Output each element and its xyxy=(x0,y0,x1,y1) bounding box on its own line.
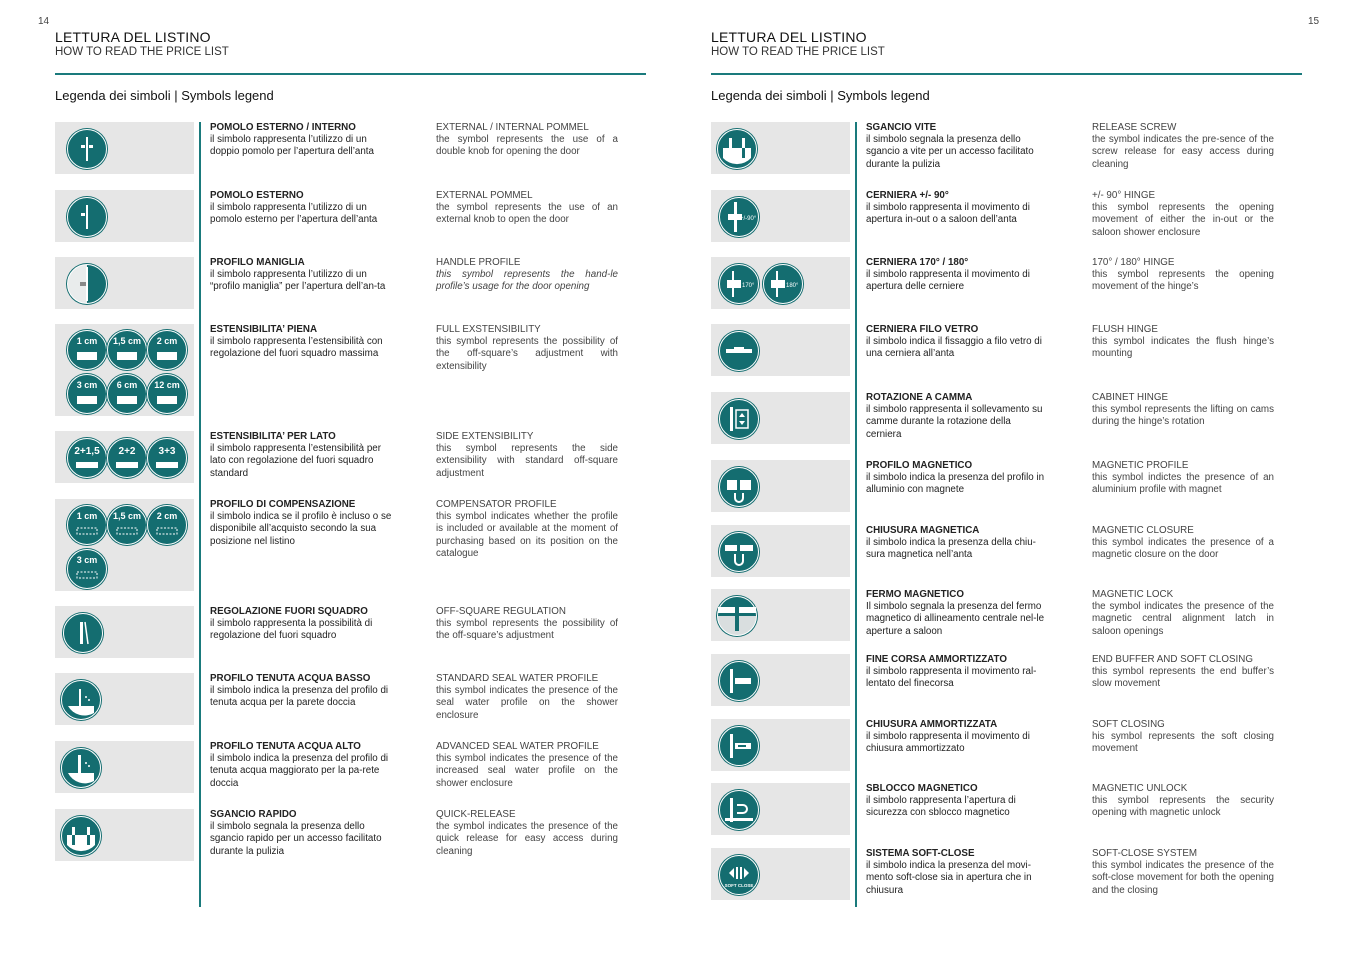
column-divider xyxy=(199,122,201,907)
legend-en: Symbols legend xyxy=(181,88,274,103)
legend-separator: | xyxy=(826,88,838,103)
icon-box xyxy=(711,783,850,835)
italian-description: CHIUSURA MAGNETICA il simbolo indica la presenza della chiu-sura magnetica nell’anta xyxy=(866,525,1036,561)
high-seal-icon xyxy=(61,748,101,788)
italian-description: REGOLAZIONE FUORI SQUADRO il simbolo rappresenta la possibilità di regolazione del fuori squadro xyxy=(210,606,373,642)
page-number: 15 xyxy=(1308,16,1320,27)
svg-text:+/-90°: +/-90° xyxy=(740,216,757,222)
icon-box xyxy=(55,257,194,309)
english-description: HANDLE PROFILE this symbol represents the hand-le profile’s usage for the door opening xyxy=(436,257,618,293)
pommel-external-icon xyxy=(67,197,107,237)
low-seal-icon xyxy=(61,680,101,720)
icon-box xyxy=(55,122,194,174)
english-description: COMPENSATOR PROFILE this symbol indicates whether the profile is included or available at the moment of purchasing based on its position on the catalogue xyxy=(436,499,618,559)
icon-box xyxy=(55,499,194,591)
flush-hinge-icon xyxy=(719,331,759,371)
end-buffer-icon xyxy=(719,661,759,701)
icon-box xyxy=(55,606,194,658)
quick-release-icon xyxy=(61,816,101,856)
italian-description: PROFILO MANIGLIA il simbolo rappresenta l’utilizzo di un “profilo maniglia” per l’apertura dell’an-ta xyxy=(210,257,386,293)
page-subtitle: HOW TO READ THE PRICE LIST xyxy=(55,46,229,58)
legend-en: Symbols legend xyxy=(837,88,930,103)
english-description: EXTERNAL / INTERNAL POMMEL the symbol represents the use of a double knob for opening the door xyxy=(436,122,618,158)
italian-description: SGANCIO VITE il simbolo segnala la presenza dello sgancio a vite per un accesso facilitato durante la pulizia xyxy=(866,122,1034,170)
icon-box xyxy=(55,431,194,483)
release-screw-icon xyxy=(717,129,757,169)
compensator-2cm-icon: 2 cm xyxy=(147,505,187,545)
italian-description: ESTENSIBILITA’ PER LATO il simbolo rappresenta l’estensibilità per lato con regolazione del fuori squadro standard xyxy=(210,431,381,479)
pommel-double-icon xyxy=(67,129,107,169)
italian-description: PROFILO TENUTA ACQUA BASSO il simbolo indica la presenza del profilo di tenuta acqua per la parete doccia xyxy=(210,673,389,709)
hinge-90-icon xyxy=(719,197,759,237)
handle-profile-icon xyxy=(67,264,107,304)
italian-description: CERNIERA +/- 90° il simbolo rappresenta il movimento di apertura in-out o a saloon dell’anta xyxy=(866,190,1030,226)
english-description: SOFT-CLOSE SYSTEM this symbol indicates the presence of the soft-close movement for both the opening and the closing xyxy=(1092,848,1274,896)
legend-heading xyxy=(55,88,274,103)
icon-box xyxy=(55,324,194,416)
extension-1cm-icon: 1 cm xyxy=(67,330,107,370)
english-description: OFF-SQUARE REGULATION this symbol represents the possibility of the off-square’s adjustment xyxy=(436,606,618,642)
icon-box xyxy=(55,809,194,861)
icon-box xyxy=(55,741,194,793)
english-description: QUICK-RELEASE the symbol indicates the presence of the quick release for easy access during cleaning xyxy=(436,809,618,857)
page-number: 14 xyxy=(38,16,50,27)
legend-heading xyxy=(711,88,930,103)
legend-it: Legenda dei simboli xyxy=(711,88,827,103)
svg-text:SOFT CLOSE: SOFT CLOSE xyxy=(724,883,754,888)
svg-text:170°: 170° xyxy=(742,283,755,289)
english-description: FLUSH HINGE this symbol indicates the flush hinge’s mounting xyxy=(1092,324,1274,360)
magnetic-unlock-icon xyxy=(719,790,759,830)
icon-box xyxy=(55,673,194,725)
icon-box xyxy=(711,190,850,242)
soft-closing-icon xyxy=(719,726,759,766)
extension-6cm-icon: 6 cm xyxy=(107,374,147,414)
english-description: MAGNETIC CLOSURE this symbol indicates the presence of a magnetic closure on the door xyxy=(1092,525,1274,561)
legend-separator: | xyxy=(170,88,182,103)
side-3-3-icon: 3+3 xyxy=(147,438,187,478)
english-description: +/- 90° HINGE this symbol represents the opening movement of either the in-out or the saloon shower enclosure xyxy=(1092,190,1274,238)
icon-box xyxy=(711,324,850,376)
icon-box xyxy=(711,257,850,309)
extension-3cm-icon: 3 cm xyxy=(67,374,107,414)
legend-it: Legenda dei simboli xyxy=(55,88,171,103)
magnetic-profile-icon xyxy=(719,467,759,507)
icon-box xyxy=(55,190,194,242)
page-title: LETTURA DEL LISTINO xyxy=(55,29,211,45)
title-rule xyxy=(711,73,1302,75)
right-page xyxy=(678,0,1356,959)
compensator-1cm-icon: 1 cm xyxy=(67,505,107,545)
side-2-2-icon: 2+2 xyxy=(107,438,147,478)
soft-close-system-icon xyxy=(719,855,759,895)
italian-description: FERMO MAGNETICO Il simbolo segnala la presenza del fermo magnetico di allineamento centrale nel-le aperture a saloon xyxy=(866,589,1045,637)
italian-description: ROTAZIONE A CAMMA il simbolo rappresenta il sollevamento su camme durante la rotazione della cerniera xyxy=(866,392,1043,440)
extension-1-5cm-icon: 1,5 cm xyxy=(107,330,147,370)
icon-box xyxy=(711,122,850,174)
italian-description: ESTENSIBILITA’ PIENA il simbolo rappresenta l’estensibilità con regolazione del fuori squadro massima xyxy=(210,324,383,360)
extension-2cm-icon: 2 cm xyxy=(147,330,187,370)
off-square-icon xyxy=(63,613,103,653)
italian-description: CHIUSURA AMMORTIZZATA il simbolo rappresenta il movimento di chiusura ammortizzato xyxy=(866,719,1030,755)
english-description: ADVANCED SEAL WATER PROFILE this symbol indicates the presence of the increased seal water profile on the shower enclosure xyxy=(436,741,618,789)
icon-box xyxy=(711,848,850,900)
italian-description: FINE CORSA AMMORTIZZATO il simbolo rappresenta il movimento ral-lentato del finecorsa xyxy=(866,654,1037,690)
italian-description: POMOLO ESTERNO il simbolo rappresenta l’utilizzo di un pomolo esterno per l’apertura dell’anta xyxy=(210,190,378,226)
compensator-1-5cm-icon: 1,5 cm xyxy=(107,505,147,545)
compensator-3cm-icon: 3 cm xyxy=(67,549,107,589)
italian-description: PROFILO TENUTA ACQUA ALTO il simbolo indica la presenza del profilo di tenuta acqua maggiorato per la pa-rete doccia xyxy=(210,741,389,789)
english-description: CABINET HINGE this symbol represents the lifting on cams during the hinge’s rotation xyxy=(1092,392,1274,428)
side-2-1-5-icon: 2+1,5 xyxy=(67,438,107,478)
english-description: SIDE EXTENSIBILITY this symbol represents the side extensibility with standard off-square adjustment xyxy=(436,431,618,479)
english-description: STANDARD SEAL WATER PROFILE this symbol indicates the presence of the seal water profile on the shower enclosure xyxy=(436,673,618,721)
english-description: EXTERNAL POMMEL the symbol represents the use of an external knob to open the door xyxy=(436,190,618,226)
page-subtitle: HOW TO READ THE PRICE LIST xyxy=(711,46,885,58)
icon-box xyxy=(711,525,850,577)
italian-description: SBLOCCO MAGNETICO il simbolo rappresenta l’apertura di sicurezza con sblocco magnetico xyxy=(866,783,1016,819)
italian-description: CERNIERA FILO VETRO il simbolo indica il fissaggio a filo vetro di una cerniera all’anta xyxy=(866,324,1042,360)
english-description: RELEASE SCREW the symbol indicates the pre-sence of the screw release for easy access during cleaning xyxy=(1092,122,1274,170)
icon-box xyxy=(711,719,850,771)
hinge-180-icon xyxy=(763,264,803,304)
column-divider xyxy=(855,122,857,907)
italian-description: PROFILO MAGNETICO il simbolo indica la presenza del profilo in alluminio con magnete xyxy=(866,460,1045,496)
english-description: MAGNETIC PROFILE this symbol indictes the presence of an aluminium profile with magnet xyxy=(1092,460,1274,496)
icon-box xyxy=(711,654,850,706)
svg-text:180°: 180° xyxy=(786,283,799,289)
icon-box xyxy=(711,460,850,512)
hinge-170-icon xyxy=(719,264,759,304)
english-description: SOFT CLOSING his symbol represents the soft closing movement xyxy=(1092,719,1274,755)
english-description: END BUFFER AND SOFT CLOSING this symbol represents the end buffer’s slow movement xyxy=(1092,654,1274,690)
title-rule xyxy=(55,73,646,75)
english-description: 170° / 180° HINGE this symbol represents the opening movement of the hinge’s xyxy=(1092,257,1274,293)
italian-description: SGANCIO RAPIDO il simbolo segnala la presenza dello sgancio rapido per un accesso facilitato durante la pulizia xyxy=(210,809,382,857)
english-description: FULL EXSTENSIBILITY this symbol represents the possibility of the off-square’s adjustment with extensibility xyxy=(436,324,618,372)
icon-box xyxy=(711,589,850,641)
english-description: MAGNETIC LOCK the symbol indicates the presence of the magnetic central alignment latch in saloon openings xyxy=(1092,589,1274,637)
icon-box xyxy=(711,392,850,444)
magnetic-lock-icon xyxy=(717,596,757,636)
english-description: MAGNETIC UNLOCK this symbol represents the security opening with magnetic unlock xyxy=(1092,783,1274,819)
italian-description: PROFILO DI COMPENSAZIONE il simbolo indica se il profilo è incluso o se disponibile all’acquisto secondo la sua posizione nel listino xyxy=(210,499,392,547)
cam-rotation-icon xyxy=(719,399,759,439)
italian-description: CERNIERA 170° / 180° il simbolo rappresenta il movimento di apertura delle cerniere xyxy=(866,257,1030,293)
italian-description: POMOLO ESTERNO / INTERNO il simbolo rappresenta l’utilizzo di un doppio pomolo per l’apertura dell’anta xyxy=(210,122,374,158)
magnetic-closure-icon xyxy=(719,532,759,572)
extension-12cm-icon: 12 cm xyxy=(147,374,187,414)
italian-description: SISTEMA SOFT-CLOSE il simbolo indica la presenza del movi-mento soft-close sia in apertura che in chiusura xyxy=(866,848,1032,896)
page-title: LETTURA DEL LISTINO xyxy=(711,29,867,45)
